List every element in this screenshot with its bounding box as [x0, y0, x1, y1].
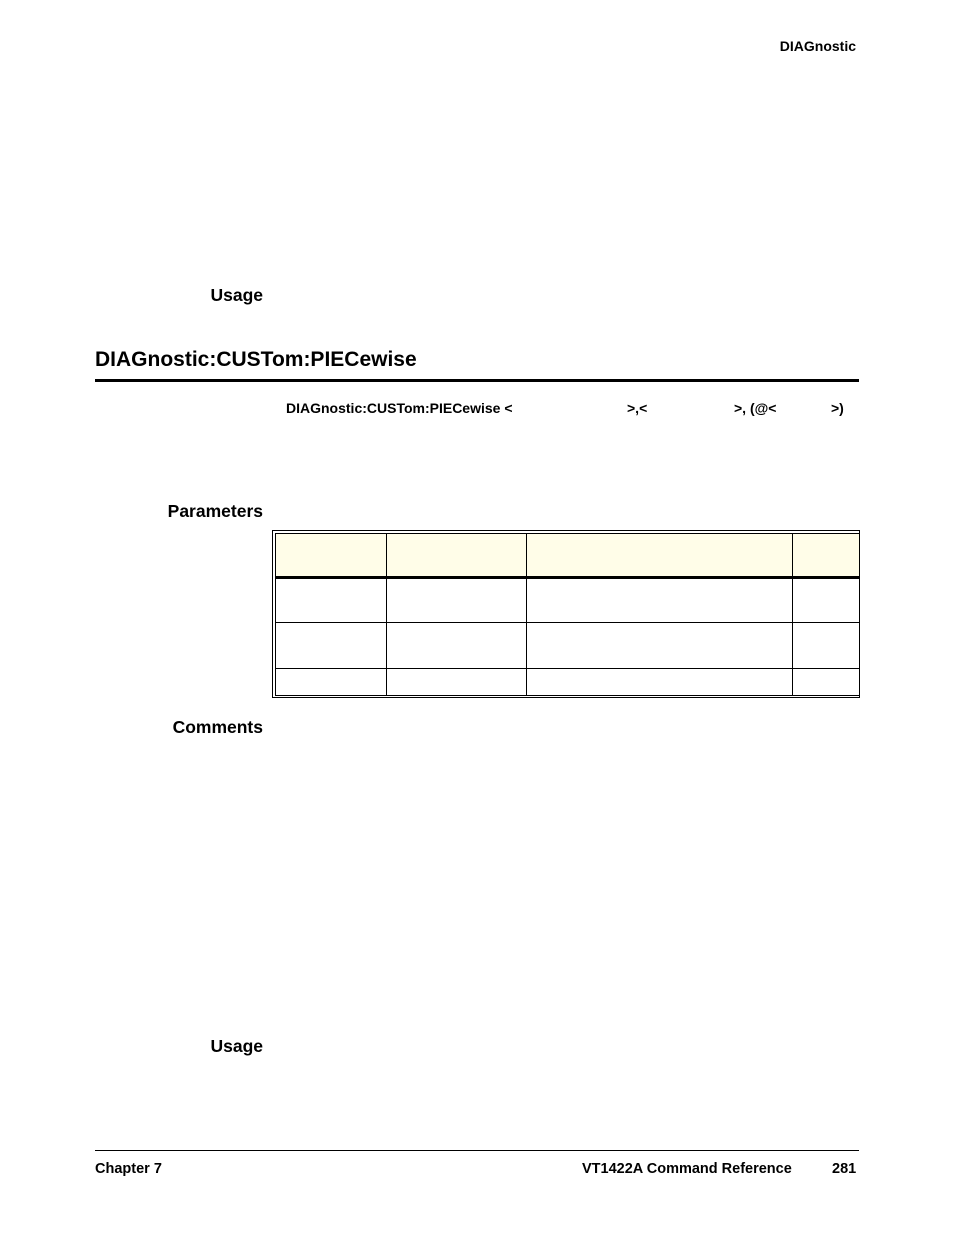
- table-cell: [276, 669, 387, 696]
- usage-label: Usage: [210, 1036, 263, 1056]
- table-cell: [527, 623, 793, 669]
- table-cell: [387, 669, 527, 696]
- running-header: DIAGnostic: [779, 38, 856, 54]
- table-cell: [387, 578, 527, 623]
- table-header-cell: [527, 534, 793, 578]
- footer-chapter: Chapter 7: [95, 1161, 162, 1177]
- table-row: [276, 669, 860, 696]
- table-cell: [793, 623, 860, 669]
- table-cell: [387, 623, 527, 669]
- table-cell: [793, 578, 860, 623]
- table-row: [276, 623, 860, 669]
- parameters-label: Parameters: [167, 501, 263, 521]
- footer-page-number: 281: [832, 1161, 857, 1177]
- table-cell: [276, 578, 387, 623]
- usage-label: Usage: [210, 285, 263, 305]
- section-rule: [95, 379, 859, 382]
- section-title: DIAGnostic:CUSTom:PIECewise: [95, 348, 417, 371]
- table-header-cell: [387, 534, 527, 578]
- footer-book-title: VT1422A Command Reference: [582, 1161, 792, 1177]
- syntax-separator: >,<: [627, 400, 648, 416]
- syntax-separator: >, (@<: [734, 400, 777, 416]
- parameters-table: [272, 530, 860, 698]
- syntax-close: >): [831, 400, 844, 416]
- syntax-command: DIAGnostic:CUSTom:PIECewise <: [286, 400, 513, 416]
- table-header-cell: [793, 534, 860, 578]
- table-header-row: [276, 534, 860, 578]
- table-cell: [793, 669, 860, 696]
- footer-rule: [95, 1150, 859, 1151]
- table-cell: [527, 578, 793, 623]
- table-cell: [527, 669, 793, 696]
- table-row: [276, 578, 860, 623]
- table-cell: [276, 623, 387, 669]
- table-header-cell: [276, 534, 387, 578]
- comments-label: Comments: [172, 717, 263, 737]
